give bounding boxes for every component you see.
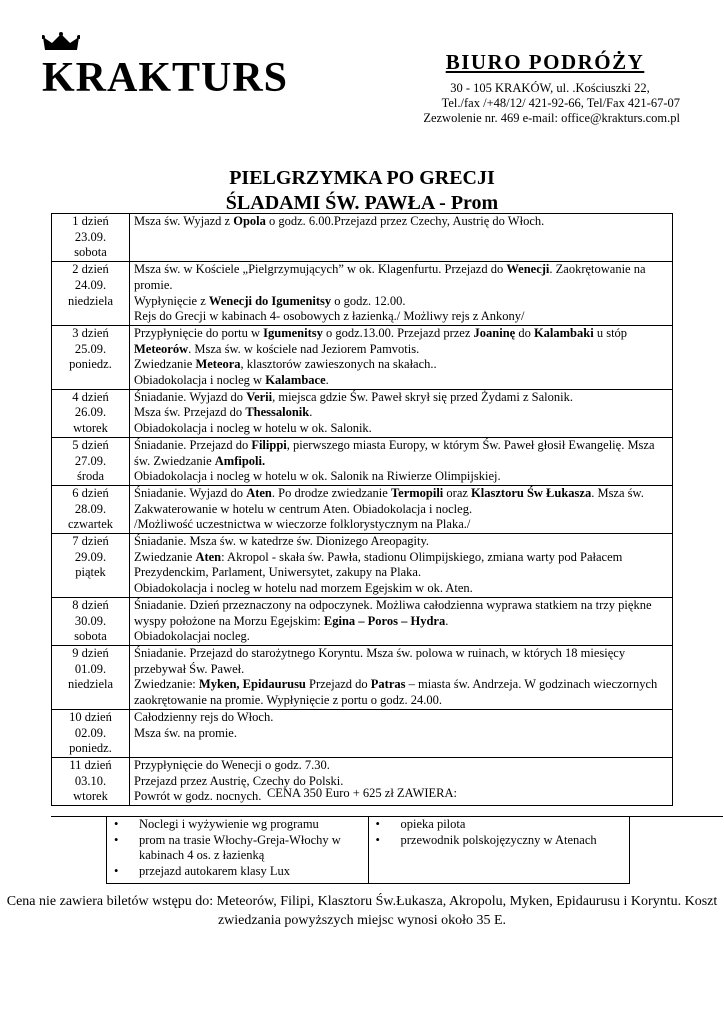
bullet-icon: • <box>114 864 119 879</box>
day-program: Przypłynięcie do Wenecji o godz. 7.30. Przejazd przez Austrię, Czechy do Polski. Powrót w godz. nocnych. <box>130 757 673 805</box>
day-program: Przypłynięcie do portu w Igumenitsy o godz.13.00. Przejazd przez Joaninę do Kalambaki u stóp Meteorów. Msza św. w kościele nad Jeziorem Pamvotis. Zwiedzanie Meteora, klasztorów zawieszonych na skałach.. Obiadokolacja i nocleg w Kalambace. <box>130 325 673 389</box>
day-program: Śniadanie. Wyjazd do Aten. Po drodze zwiedzanie Termopili oraz Klasztoru Św Łukasza. Msza św. Zakwaterowanie w hotelu w centrum Aten. Obiadokolacja i nocleg. /Możliwość uczestnictwa w wieczorze folklorystycznym na Plaka./ <box>130 485 673 533</box>
day-cell <box>52 534 130 598</box>
day-day: 11 dzień <box>69 757 112 772</box>
itinerary-row <box>52 709 673 757</box>
agency-address: 30 - 105 KRAKÓW, ul. .Kościuszki 22, <box>450 81 650 95</box>
day-weekday: wtorek <box>73 789 108 804</box>
bullet-icon: • <box>114 832 119 847</box>
bullet-icon: • <box>375 832 380 847</box>
day-date: 01.09. <box>74 661 107 676</box>
day-weekday: poniedz. <box>69 357 112 372</box>
itinerary-table <box>51 213 673 806</box>
itinerary-row <box>52 645 673 709</box>
day-program: Śniadanie. Dzień przeznaczony na odpoczynek. Możliwa całodzienna wyprawa statkiem na trzy piękne wyspy położone na Morzu Egejskim: Egina – Poros – Hydra. Obiadokolacjai nocleg. <box>130 597 673 645</box>
day-date: 28.09. <box>74 501 107 516</box>
itinerary-row <box>52 597 673 645</box>
included-item <box>114 832 368 864</box>
trip-title-line1: PIELGRZYMKA PO GRECJI <box>229 167 495 189</box>
day-day: 3 dzień <box>72 325 109 340</box>
day-day: 6 dzień <box>72 485 109 500</box>
included-item-text: prom na trasie Włochy-Greja-Włochy w kabinach 4 os. z łazienką <box>139 832 341 863</box>
includes-table <box>106 816 630 884</box>
itinerary-row <box>52 485 673 533</box>
agency-info <box>380 50 680 126</box>
day-weekday: niedziela <box>67 293 114 308</box>
day-program: Śniadanie. Msza św. w katedrze św. Dionizego Areopagity. Zwiedzanie Aten: Akropol - skała św. Pawła, stadionu Olimpijskiego, zmiana warty pod Pałacem Prezydenckim, Parlament, Uniwersytet, zakupy na Plaka. Obiadokolacja i nocleg w hotelu nad morzem Egejskim w ok. Aten. <box>130 534 673 598</box>
price-line: CENA 350 Euro + 625 zł ZAWIERA: <box>266 786 458 800</box>
day-day: 2 dzień <box>72 262 109 277</box>
included-item <box>375 832 630 849</box>
day-day: 10 dzień <box>69 709 112 724</box>
day-date: 29.09. <box>74 549 107 564</box>
day-date: 30.09. <box>74 613 107 628</box>
day-weekday: niedziela <box>67 677 114 692</box>
included-item <box>114 817 368 833</box>
itinerary-row <box>52 214 673 262</box>
bullet-icon: • <box>114 817 119 831</box>
day-cell <box>52 597 130 645</box>
day-day: 7 dzień <box>72 534 109 549</box>
day-day: 1 dzień <box>72 214 109 228</box>
day-cell <box>52 325 130 389</box>
brand-name: KRAKTURS <box>42 55 289 101</box>
included-item-text: przejazd autokarem klasy Lux <box>139 864 290 879</box>
agency-phone: Tel./fax /+48/12/ 421-92-66, Tel/Fax 421-67-07 <box>441 96 680 110</box>
agency-permit: Zezwolenie nr. 469 e-mail: office@krakturs.com.pl <box>423 111 680 125</box>
day-program: Msza św. Wyjazd z Opola o godz. 6.00.Przejazd przez Czechy, Austrię do Włoch. <box>130 214 673 262</box>
trip-title <box>0 166 724 216</box>
itinerary-row <box>52 534 673 598</box>
day-cell <box>52 709 130 757</box>
day-weekday: piątek <box>75 565 106 580</box>
included-item <box>375 817 630 833</box>
day-cell <box>52 389 130 437</box>
day-date: 03.10. <box>74 773 107 788</box>
day-weekday: wtorek <box>73 421 108 436</box>
itinerary-row <box>52 389 673 437</box>
day-program: Śniadanie. Przejazd do starożytnego Koryntu. Msza św. polowa w ruinach, w których 18 miesięcy przebywał Św. Paweł. Zwiedzanie: Myken, Epidaurusu Przejazd do Patras – miasta św. Andrzeja. W godzinach wieczornych zaokrętowanie na promie. Wypłynięcie z portu o godz. 24.00. <box>130 645 673 709</box>
day-day: 4 dzień <box>72 389 109 404</box>
day-day: 9 dzień <box>72 645 109 660</box>
day-weekday: środa <box>76 469 105 484</box>
day-cell <box>52 645 130 709</box>
day-cell <box>52 437 130 485</box>
day-weekday: czwartek <box>67 517 114 532</box>
day-weekday: poniedz. <box>69 741 112 756</box>
day-weekday: sobota <box>74 245 107 260</box>
day-date: 26.09. <box>74 405 107 420</box>
day-day: 8 dzień <box>72 597 109 612</box>
included-item-text: Noclegi i wyżywienie wg programu <box>139 817 319 831</box>
day-cell <box>52 214 130 262</box>
itinerary-row <box>52 262 673 326</box>
day-date: 02.09. <box>74 725 107 740</box>
day-date: 23.09. <box>74 229 107 244</box>
day-date: 24.09. <box>74 277 107 292</box>
day-program: Całodzienny rejs do Włoch. Msza św. na promie. <box>130 709 673 757</box>
day-weekday: sobota <box>74 629 107 644</box>
included-item-text: przewodnik polskojęzyczny w Atenach <box>400 832 597 847</box>
company-logo <box>38 32 298 102</box>
day-program: Msza św. w Kościele „Pielgrzymujących” w ok. Klagenfurtu. Przejazd do Wenecji. Zaokrętowanie na promie. Wypłynięcie z Wenecji do Igumenitsy o godz. 12.00. Rejs do Grecji w kabinach 4- osobowych z łazienką./ Możliwy rejs z Ankony/ <box>130 262 673 326</box>
bullet-icon: • <box>375 817 380 831</box>
includes-left-cell <box>107 816 369 883</box>
trip-title-line2: ŚLADAMI ŚW. PAWŁA - Prom <box>225 192 499 214</box>
includes-right-cell <box>368 816 630 883</box>
crown-icon <box>42 32 80 52</box>
day-date: 25.09. <box>74 341 107 356</box>
day-day: 5 dzień <box>72 437 109 452</box>
day-cell <box>52 262 130 326</box>
included-item-text: opieka pilota <box>400 817 466 831</box>
price-note: Cena nie zawiera biletów wstępu do: Meteorów, Filipi, Klasztoru Św.Łukasza, Akropolu, Myken, Epidaurusu i Koryntu. Koszt zwiedzania powyższych miejsc wynosi około 35 E. <box>6 894 718 928</box>
itinerary-row <box>52 437 673 485</box>
day-cell <box>52 485 130 533</box>
included-item <box>114 864 368 880</box>
day-program: Śniadanie. Wyjazd do Verii, miejsca gdzie Św. Paweł skrył się przed Żydami z Salonik. Msza św. Przejazd do Thessalonik. Obiadokolacja i nocleg w hotelu w ok. Salonik. <box>130 389 673 437</box>
day-date: 27.09. <box>74 453 107 468</box>
agency-title: BIURO PODRÓŻY <box>445 50 645 74</box>
day-program: Śniadanie. Przejazd do Filippi, pierwszego miasta Europy, w którym Św. Paweł głosił Ewangelię. Msza św. Zwiedzanie Amfipoli. Obiadokolacja i nocleg w hotelu w ok. Salonik na Riwierze Olimpijskiej. <box>130 437 673 485</box>
itinerary-row <box>52 325 673 389</box>
